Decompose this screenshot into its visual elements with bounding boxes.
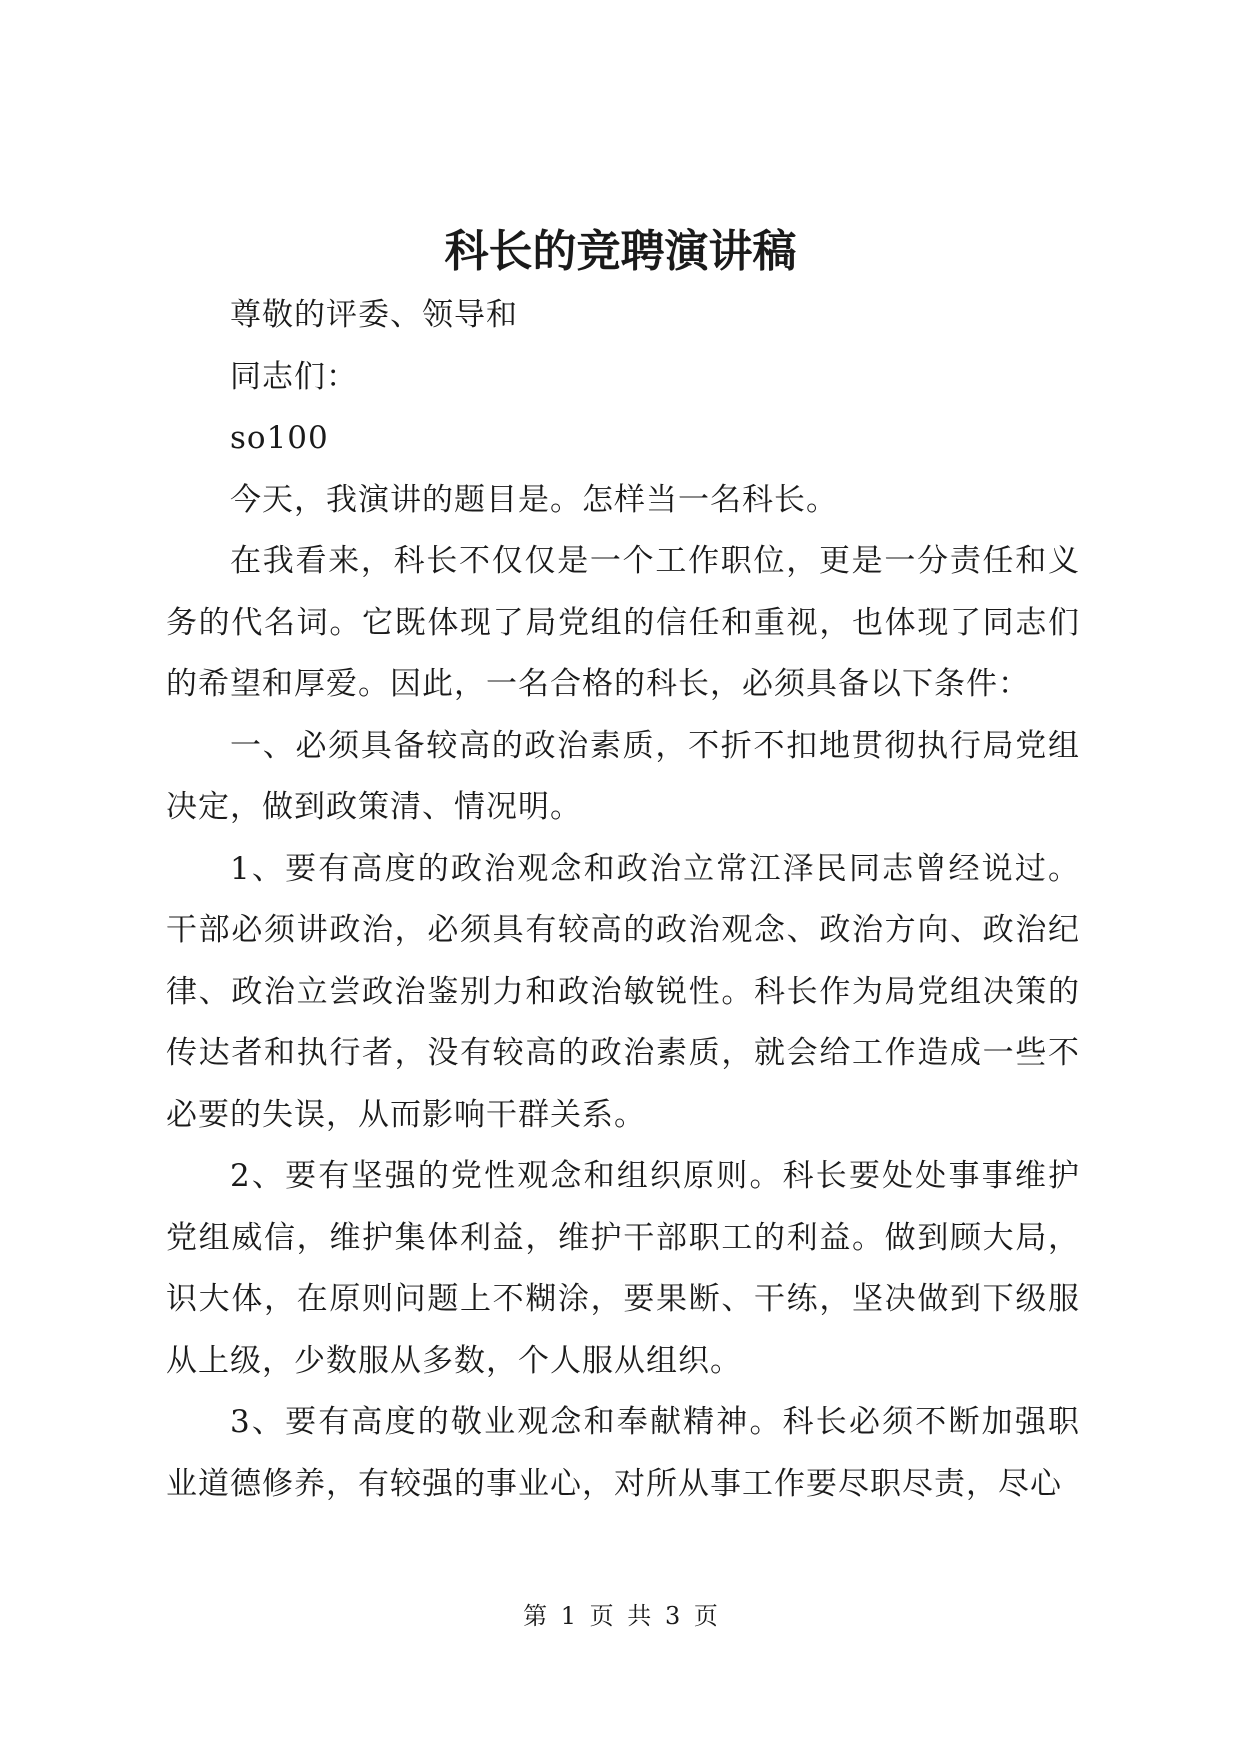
document-body [166, 285, 1080, 1515]
paragraph-topic: 今天，我演讲的题目是。怎样当一名科长。 [230, 481, 838, 518]
page-number-footer: 第 1 页 共 3 页 [523, 1602, 718, 1630]
paragraph-salutation: 尊敬的评委、领导和 [230, 297, 518, 333]
document-title: 科长的竞聘演讲稿 [444, 226, 797, 277]
paragraph-point-2: 2、要有坚强的党性观念和组织原则。科长要处处事事维护党组威信，维护集体利益，维护干部职工的利益。做到顾大局，识大体，在原则问题上不糊涂，要果断、干练，坚决做到下级服从上级，少数服从多数，个人服从组织。 [166, 1158, 1080, 1379]
paragraph-code: so100 [230, 420, 329, 456]
paragraph-salutation-cont: 同志们： [230, 358, 358, 395]
paragraph-section-1: 一、必须具备较高的政治素质，不折不扣地贯彻执行局党组决定，做到政策清、情况明。 [166, 727, 1080, 825]
paragraph-intro: 在我看来，科长不仅仅是一个工作职位，更是一分责任和义务的代名词。它既体现了局党组的信任和重视，也体现了同志们的希望和厚爱。因此，一名合格的科长，必须具备以下条件： [166, 543, 1080, 702]
paragraph-point-3: 3、要有高度的敬业观念和奉献精神。科长必须不断加强职业道德修养，有较强的事业心，对所从事工作要尽职尽责，尽心 [166, 1404, 1080, 1502]
paragraph-point-1: 1、要有高度的政治观念和政治立常江泽民同志曾经说过。干部必须讲政治，必须具有较高的政治观念、政治方向、政治纪律、政治立尝政治鉴别力和政治敏锐性。科长作为局党组决策的传达者和执行者，没有较高的政治素质，就会给工作造成一些不必要的失误，从而影响干群关系。 [166, 850, 1080, 1133]
